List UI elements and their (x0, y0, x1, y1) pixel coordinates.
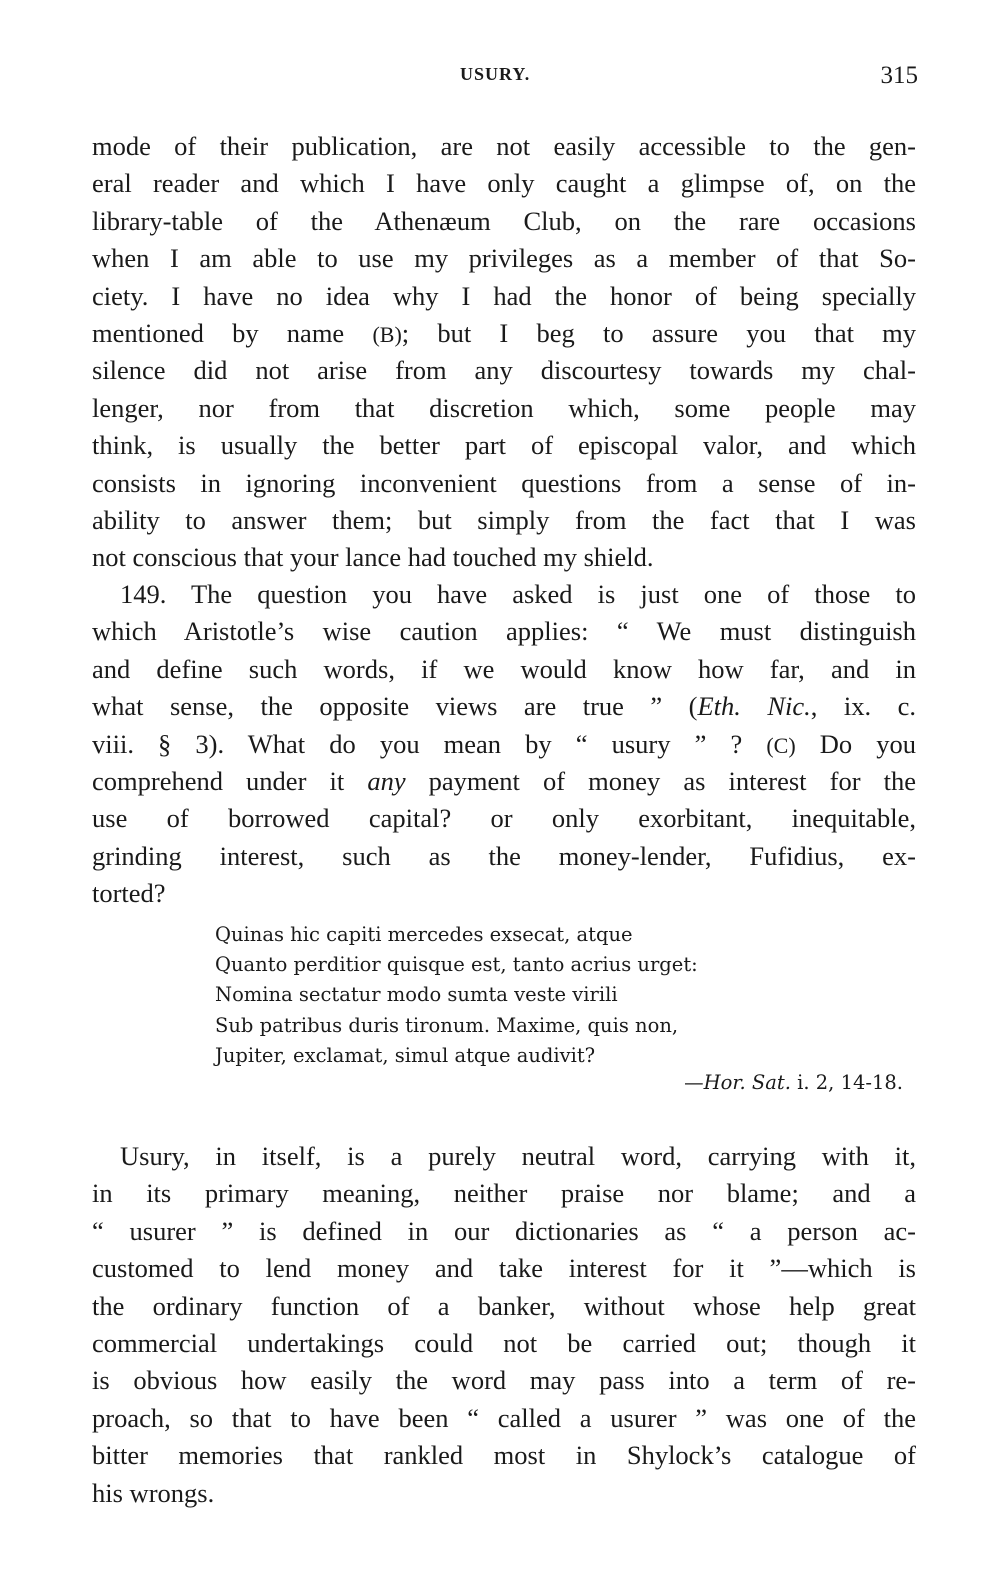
verse-attribution (684, 1071, 903, 1094)
text-segment: Do you (795, 728, 916, 759)
text-segment: what sense, the opposite views are true ” ( (92, 691, 698, 722)
running-head: USURY. (460, 64, 531, 84)
text-line: his wrongs. (92, 1477, 215, 1508)
page-number: 315 (880, 62, 918, 89)
verse-line: Jupiter, exclamat, simul atque audivit? (215, 1043, 596, 1067)
text-segment: comprehend under it (92, 765, 368, 796)
text-line: grinding interest, such as the money-lender, Fufidius, ex- (92, 840, 916, 871)
paragraph-usury-definition (92, 1138, 916, 1512)
text-line: when I am able to use my privileges as a member of that So- (92, 243, 916, 274)
text-line: consists in ignoring inconvenient questions from a sense of in- (92, 467, 916, 498)
footnote-ref-b: (B) (372, 321, 402, 347)
page-header (0, 62, 1000, 92)
attribution-dash: — (684, 1071, 704, 1094)
text-line: not conscious that your lance had touched my shield. (92, 542, 654, 573)
paragraph-149 (92, 576, 916, 913)
text-line: torted? (92, 878, 166, 909)
text-line (92, 688, 916, 725)
text-segment: mentioned by name (92, 317, 345, 348)
text-line: eral reader and which I have only caught a glimpse of, on the (92, 168, 916, 199)
text-segment: , ix. c. (810, 691, 916, 722)
text-line: proach, so that to have been “ called a usurer ” was one of the (92, 1402, 916, 1433)
text-line: which Aristotle’s wise caution applies: “ We must distinguish (92, 616, 916, 647)
paragraph-continuation (92, 128, 916, 577)
text-line: and define such words, if we would know how far, and in (92, 653, 916, 684)
text-line: the ordinary function of a banker, without whose help great (92, 1290, 916, 1321)
text-line: lenger, nor from that discretion which, some people may (92, 392, 916, 423)
text-line: customed to lend money and take interest for it ”—which is (92, 1253, 916, 1284)
verse-line: Quinas hic capiti mercedes exsecat, atque (215, 923, 633, 946)
text-line: silence did not arise from any discourtesy towards my chal- (92, 355, 916, 386)
verse-line: Quanto perditior quisque est, tanto acrius urget: (215, 953, 698, 977)
text-segment: ; but I beg to assure you that my (401, 317, 917, 348)
emphasis: any (367, 765, 406, 796)
text-line: ability to answer them; but simply from the fact that I was (92, 504, 916, 535)
text-line (92, 726, 916, 763)
text-line: think, is usually the better part of episcopal valor, and which (92, 430, 916, 461)
text-line: commercial undertakings could not be carried out; though it (92, 1327, 916, 1358)
verse-line: Sub patribus duris tironum. Maxime, quis non, (215, 1013, 679, 1037)
attribution-work: Hor. Sat. (703, 1071, 791, 1094)
footnote-ref-c: (C) (766, 732, 796, 758)
text-line (92, 763, 916, 800)
text-line: in its primary meaning, neither praise nor blame; and a (92, 1178, 916, 1209)
verse-line: Nomina sectatur modo sumta veste virili (215, 983, 618, 1007)
text-line (92, 315, 916, 352)
text-line: ciety. I have no idea why I had the honor of being specially (92, 280, 916, 311)
citation-title: Eth. Nic. (697, 691, 811, 722)
latin-verse-quotation (215, 920, 915, 1071)
text-segment: payment of money as interest for the (405, 765, 916, 796)
text-line: 149. The question you have asked is just one of those to (120, 579, 916, 609)
text-line: Usury, in itself, is a purely neutral word, carrying with it, (120, 1141, 916, 1171)
text-line: is obvious how easily the word may pass into a term of re- (92, 1365, 916, 1396)
text-line: library-table of the Athenæum Club, on the rare occasions (92, 205, 916, 236)
text-segment: viii. § 3). What do you mean by “ usury ” ? (92, 728, 767, 759)
attribution-reference: i. 2, 14-18. (790, 1071, 903, 1094)
text-line: mode of their publication, are not easily accessible to the gen- (92, 131, 916, 161)
text-line: use of borrowed capital? or only exorbitant, inequitable, (92, 803, 916, 834)
text-line: “ usurer ” is defined in our dictionaries as “ a person ac- (92, 1215, 916, 1246)
text-line: bitter memories that rankled most in Shylock’s catalogue of (92, 1440, 916, 1471)
